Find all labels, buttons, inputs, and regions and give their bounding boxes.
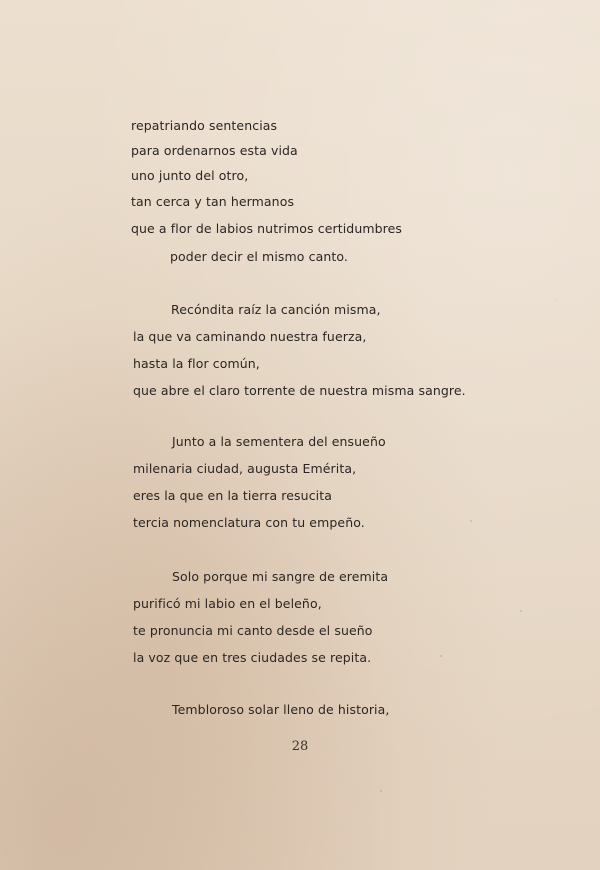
poem-line: poder decir el mismo canto. xyxy=(170,249,348,264)
poem-line: Junto a la sementera del ensueño xyxy=(172,434,386,449)
poem-line: la voz que en tres ciudades se repita. xyxy=(133,650,372,665)
poem-line: eres la que en la tierra resucita xyxy=(133,488,333,503)
poem-line: Recóndita raíz la canción misma, xyxy=(171,302,381,317)
poem-line: tan cerca y tan hermanos xyxy=(131,194,295,209)
poem-line: repatriando sentencias xyxy=(131,118,278,133)
poem-line: tercia nomenclatura con tu empeño. xyxy=(133,515,365,530)
poem-line: uno junto del otro, xyxy=(131,168,249,183)
poem-line: hasta la flor común, xyxy=(133,356,260,371)
poem-line: para ordenarnos esta vida xyxy=(131,143,298,158)
poem-line: Solo porque mi sangre de eremita xyxy=(172,569,389,584)
poem-line: milenaria ciudad, augusta Emérita, xyxy=(133,461,357,476)
poem-line: que a flor de labios nutrimos certidumbres xyxy=(131,221,403,236)
page-number: 28 xyxy=(291,739,309,754)
poem-line: te pronuncia mi canto desde el sueño xyxy=(133,623,373,638)
poem-line: purificó mi labio en el beleño, xyxy=(133,596,322,611)
poem-line: Tembloroso solar lleno de historia, xyxy=(172,702,390,717)
poem-line: que abre el claro torrente de nuestra misma sangre. xyxy=(133,383,466,398)
poem-line: la que va caminando nuestra fuerza, xyxy=(133,329,367,344)
